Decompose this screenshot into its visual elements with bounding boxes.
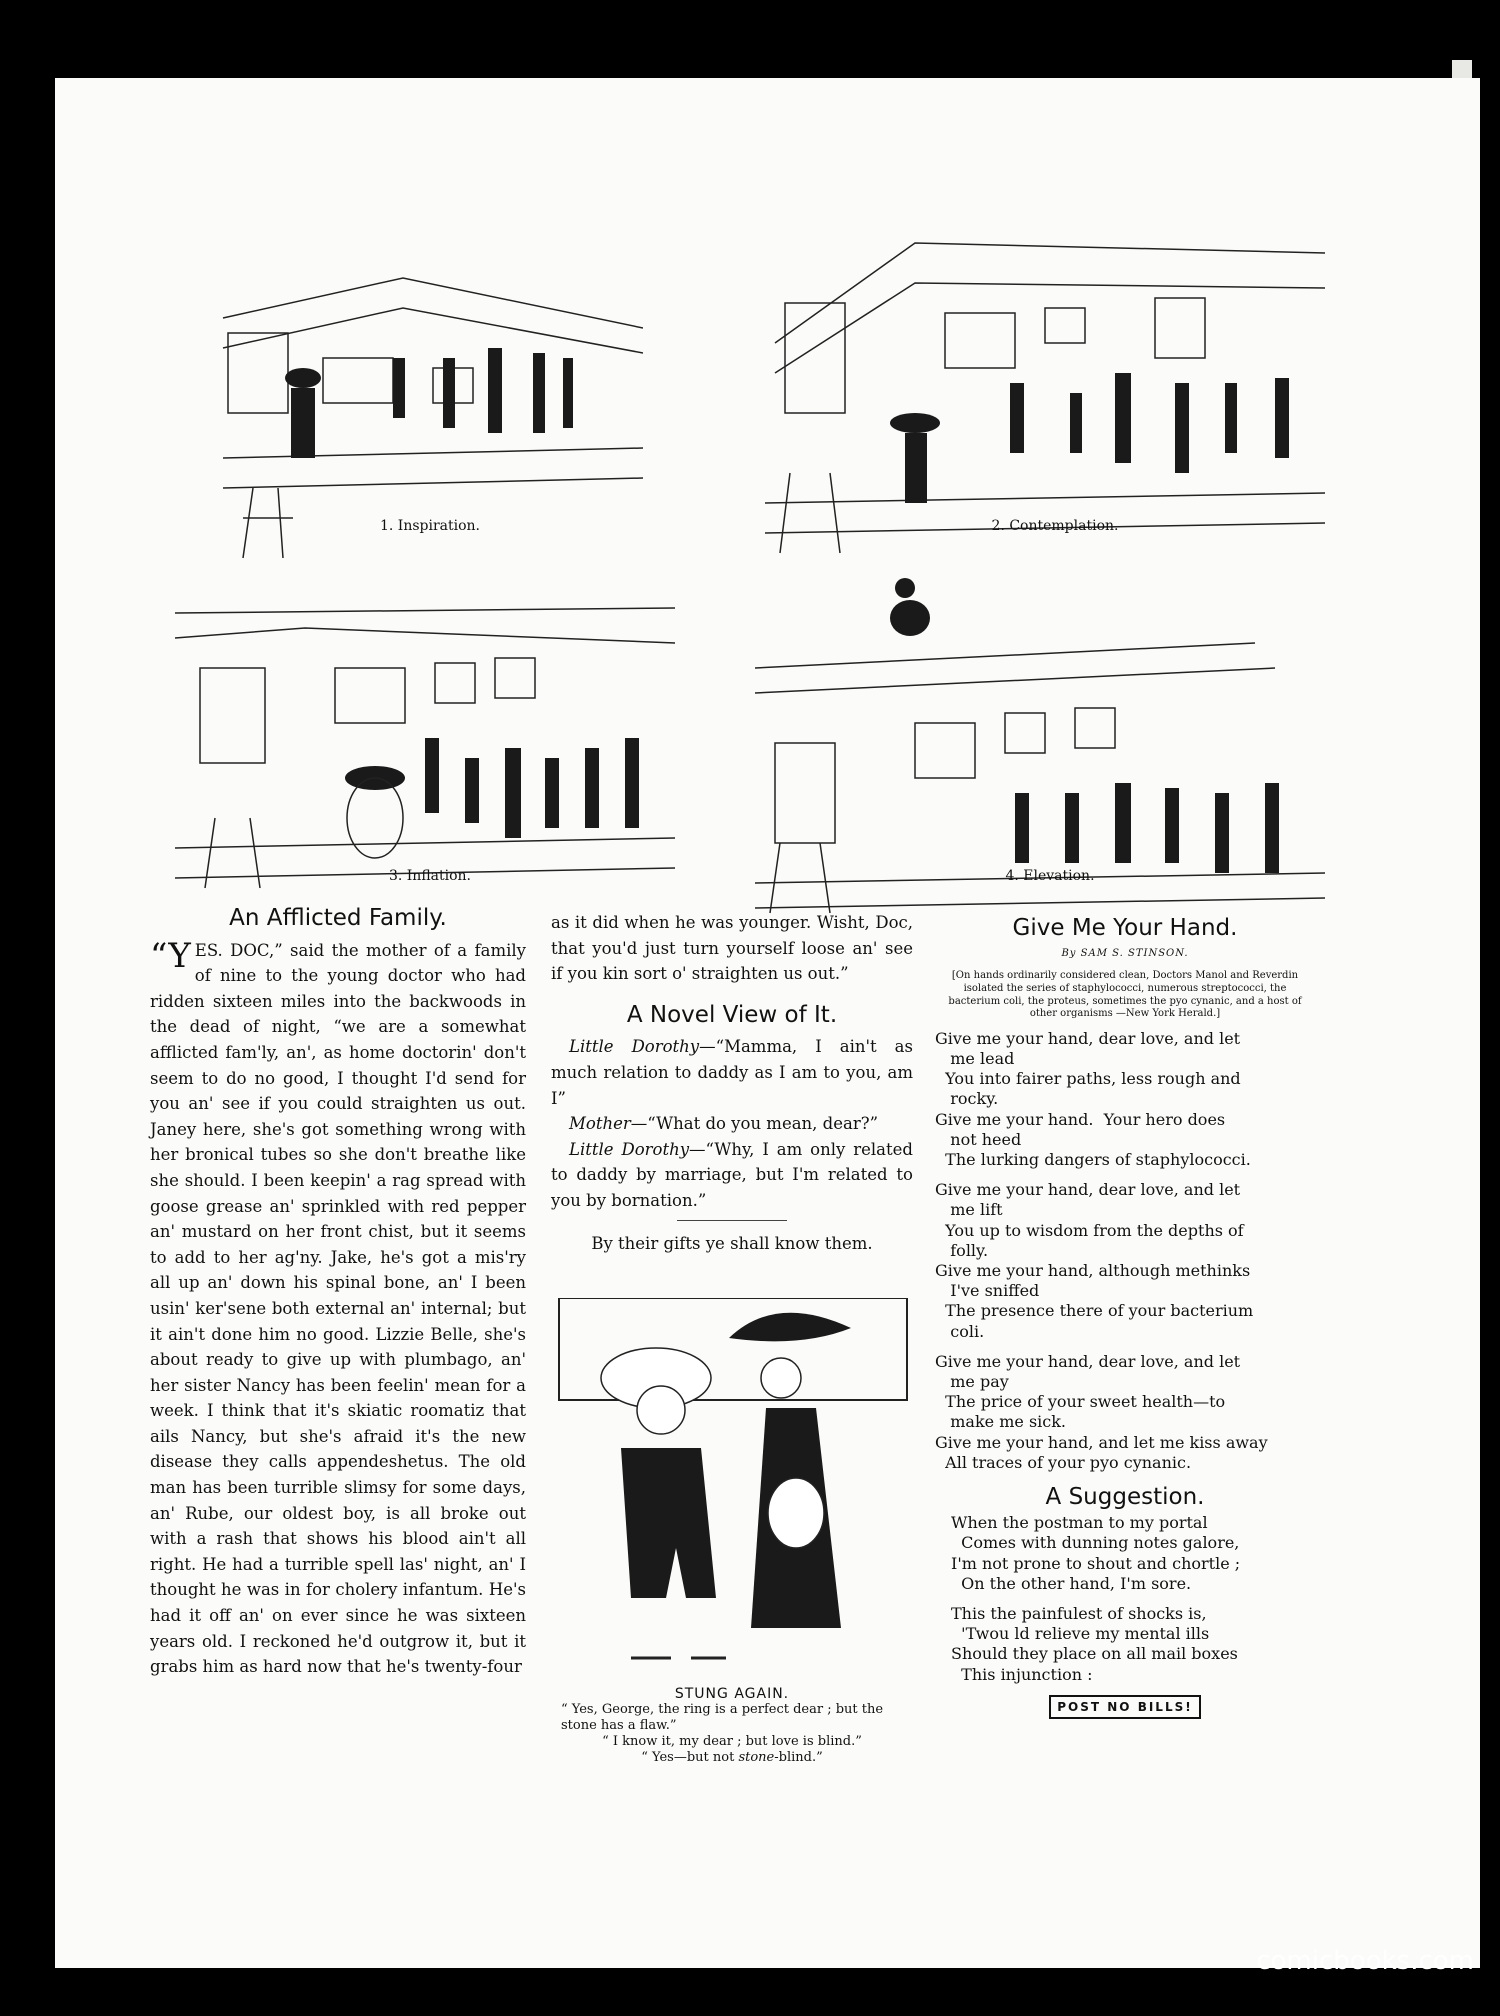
comic-panel-3 [175,588,675,908]
editorial-note: [On hands ordinarily considered clean, Doctors Manol and Reverdin isolated the series of staphylococci, numerous streptococci, the bacterium coli, the proteus, sometimes the pyo cynanic, and a host of other organisms —New York Herald.] [948,970,1302,1020]
give-me-your-hand-title: Give Me Your Hand. [1012,915,1238,941]
verse-line: I've sniffed [935,1281,1040,1301]
novel-view-title: A Novel View of It. [626,1001,838,1028]
verse-line: coli. [935,1321,985,1341]
verse-line: You up to wisdom from the depths of [935,1220,1244,1240]
verse-line: me lead [935,1048,1015,1068]
give-me-your-hand-stanza-3 [935,1352,1315,1473]
stung-line-3a: “ Yes—but not [641,1750,739,1766]
stung-again-illustration [551,1298,913,1678]
suggestion-stanza-1 [951,1513,1315,1594]
stung-again-title: STUNG AGAIN. [674,1686,790,1703]
verse-line: folly. [935,1240,989,1260]
panel-1-caption: 1. Inspiration. [379,518,481,534]
afflicted-family-text [150,935,526,1680]
stung-again-line-2: “ I know it, my dear ; but love is blind.” [602,1734,862,1750]
post-no-bills-sign: POST NO BILLS! [1049,1695,1200,1719]
verse-line: Give me your hand. Your hero does [935,1109,1226,1129]
verse-line: make me sick. [935,1412,1067,1432]
drop-cap: “Y [150,935,191,976]
verse-line: me pay [935,1372,1009,1392]
afflicted-family-column [150,906,526,1680]
stung-again-line-3 [551,1750,913,1766]
speaker-dorothy-2: Little Dorothy [569,1139,690,1159]
give-me-your-hand-stanza-1 [935,1029,1315,1170]
verse-line: You into fairer paths, less rough and [935,1069,1241,1089]
panel-4-caption: 4. Elevation. [1005,868,1095,884]
verse-line: On the other hand, I'm sore. [951,1573,1192,1593]
verse-line: Comes with dunning notes galore, [951,1533,1240,1553]
verse-line: The lurking dangers of staphylococci. [935,1150,1251,1169]
novel-view-line-1-text: —“Mamma, I ain't as much relation to daddy as I am to you, am I” [551,1037,913,1108]
novel-view-line-2 [551,1111,913,1137]
magazine-page [55,78,1480,1968]
afflicted-family-body: ES. DOC,” said the mother of a family of nine to the young doctor who had ridden sixteen miles into the backwoods in the dead of night, “we are a somewhat afflicted fam'ly, an', as home doctorin' don't seem to do no good, I thought I'd send for you an' see if you could straighten us out. Janey here, she's got something wrong with her bronical tubes so she don't breathe like she should. I been keepin' a rag spread with goose grease an' sprinkled with red pepper an' mustard on her front chist, but it seems to add to her ag'ny. Jake, he's got a mis'ry all up an' down his spinal bone, an' I been usin' ker'sene both external an' internal; but it ain't done him no good. Lizzie Belle, she's about ready to give up with plumbago, an' her sister Nancy has been feelin' mean for a week. I think that it's skiatic roomatiz that ails Nancy, but she's afraid it's the new disease they calls appendeshetus. The old man has been turrible slimsy for some days, an' Rube, our oldest boy, is all broke out with a rash that shows his blood ain't all right. He had a turrible spell las' night, an' I thought he was in for cholery infantum. He's had it off an' on ever since he was sixteen years old. I reckoned he'd outgrow it, but it grabs him as hard now that he's twenty-four [150,940,526,1677]
novel-view-line-3-text: —“Why, I am only related to daddy by marriage, but I'm related to you by bornation.” [551,1139,913,1210]
novel-view-line-2-text: —“What do you mean, dear?” [630,1114,879,1134]
right-column [935,910,1315,1719]
afflicted-family-title: An Afflicted Family. [229,905,447,931]
byline: By SAM S. STINSON. [1061,948,1189,960]
verse-line: Should they place on all mail boxes [951,1644,1238,1664]
verse-line: This injunction : [951,1664,1093,1684]
verse-line: Give me your hand, dear love, and let [935,1028,1241,1048]
verse-line: The price of your sweet health—to [935,1392,1226,1412]
a-suggestion-title: A Suggestion. [1045,1484,1205,1511]
novel-view-line-3 [551,1137,913,1214]
verse-line: Give me your hand, dear love, and let [935,1351,1241,1371]
verse-line: Give me your hand, and let me kiss away [935,1432,1268,1452]
gallery-illustration-3 [175,588,675,908]
verse-line: This the painfulest of shocks is, [951,1604,1207,1624]
verse-line: I'm not prone to shout and chortle ; [951,1553,1241,1573]
watermark: comicbooks.com [1256,1946,1474,1976]
give-me-your-hand-stanza-2 [935,1180,1315,1342]
verse-line: not heed [935,1129,1022,1149]
speaker-mother: Mother [569,1114,631,1134]
middle-column [551,910,913,1766]
verse-line: When the postman to my portal [951,1513,1208,1533]
verse-line: 'Twou ld relieve my mental ills [951,1624,1210,1644]
afflicted-family-continued: as it did when he was younger. Wisht, Doc, that you'd just turn yourself loose an' see if you kin sort o' straighten us out.” [551,913,913,984]
verse-line: Give me your hand, although methinks [935,1261,1251,1281]
stung-line-3b: -blind.” [774,1750,823,1766]
stung-again-caption [551,1686,913,1766]
gifts-line: By their gifts ye shall know them. [591,1233,873,1253]
stung-again-line-1: “ Yes, George, the ring is a perfect dear ; but the stone has a flaw.” [561,1702,884,1734]
novel-view-line-1 [551,1034,913,1111]
verse-line: Give me your hand, dear love, and let [935,1180,1241,1200]
speaker-dorothy: Little Dorothy [569,1037,700,1057]
suggestion-stanza-2 [951,1604,1315,1685]
verse-line: me lift [935,1200,1003,1220]
verse-line: All traces of your pyo cynanic. [935,1452,1192,1472]
panel-2-caption: 2. Contemplation. [991,518,1119,534]
verse-line: The presence there of your bacterium [935,1301,1254,1321]
divider [677,1220,787,1221]
post-no-bills-wrapper [935,1695,1315,1719]
stung-line-3-emphasis: stone [738,1750,775,1766]
verse-line: rocky. [935,1089,999,1109]
panel-3-caption: 3. Inflation. [388,868,472,884]
